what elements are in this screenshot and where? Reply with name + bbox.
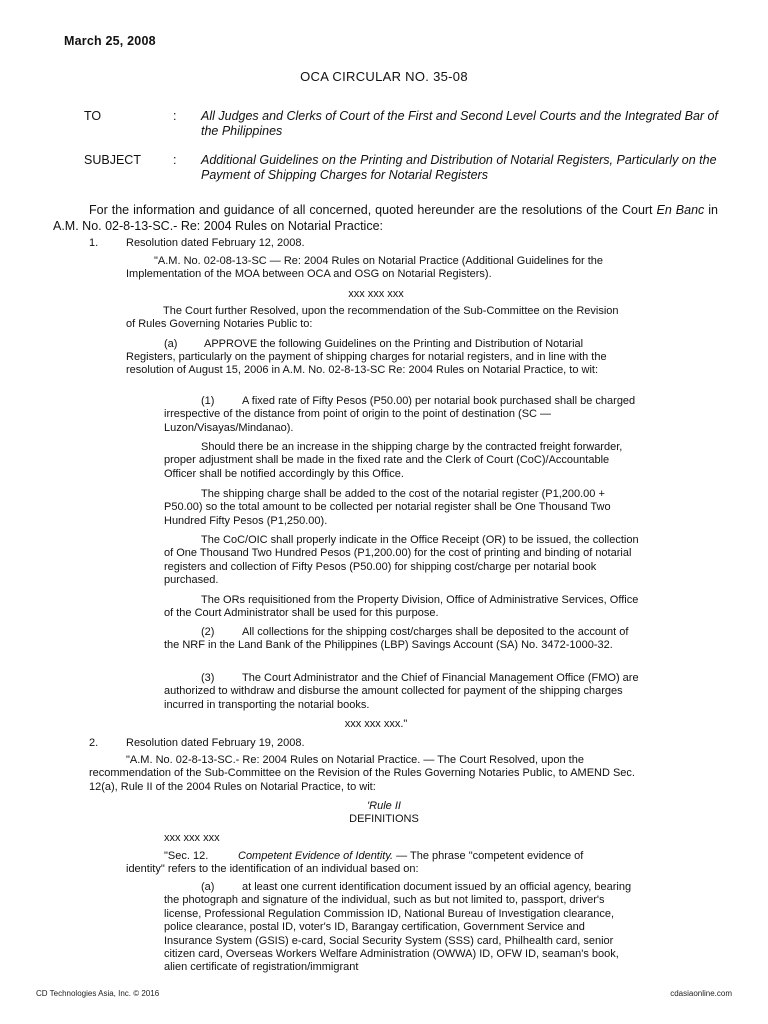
resolution-1-heading: Resolution dated February 12, 2008.: [126, 237, 305, 249]
rule-heading: 'Rule II: [367, 800, 401, 812]
document-date: March 25, 2008: [64, 34, 156, 48]
intro-paragraph: For the information and guidance of all concerned, quoted hereunder are the resolutions of the Court En Banc in A.M. No. 02-8-13-SC.- Re: 2004 Rules on Notarial Practice:: [53, 203, 718, 233]
section-title: Competent Evidence of Identity.: [238, 850, 394, 862]
circular-title: OCA CIRCULAR NO. 35-08: [300, 69, 468, 84]
subject-colon: :: [173, 153, 177, 167]
definition-a-text: at least one current identification document issued by an official agency, bearing the photograph and signature of the individual, such as but not limited to, passport, driver's license, Professional Regulation Commission ID, National Bureau of Investigation clearance, police clearance, postal ID, voter's ID, Barangay certification, Government Service and Insurance System (GSIS) e-card, Social Security System (SSS) card, Philhealth card, senior citizen card, Overseas Workers Welfare Administration (OWWA) ID, OFW ID, seaman's book, alien certificate of registration/immigrant: [164, 881, 632, 974]
ellipsis-marker: xxx xxx xxx: [348, 288, 404, 300]
guideline-1-paragraph-3: The shipping charge shall be added to the cost of the notarial register (P1,200.00 + P50.00) so the total amount to be collected per notarial register shall be One Thousand Two Hundred Fifty Pesos (P1,250.00).: [164, 488, 611, 527]
item-a-first-line: APPROVE the following Guidelines on the Printing and Distribution of Notarial: [204, 338, 584, 350]
further-resolved-paragraph: The Court further Resolved, upon the recommendation of the Sub-Committee on the Revision of Rules Governing Notaries Public to:: [126, 305, 619, 331]
guideline-2-text: All collections for the shipping cost/charges shall be deposited to the account of the NRF in the Land Bank of the Philippines (LBP) Savings Account (SA) No. 3472-1000-32.: [164, 626, 629, 652]
guideline-1-text: A fixed rate of Fifty Pesos (P50.00) per notarial book purchased shall be charged irrespective of the distance from point of origin to the point of destination (SC — Luzon/Visayas/Mindanao).: [164, 395, 636, 434]
resolution-2-number: 2.: [89, 737, 99, 749]
resolution-2-heading: Resolution dated February 19, 2008.: [126, 737, 305, 749]
section-number: "Sec. 12.: [164, 850, 209, 862]
guideline-3-text: The Court Administrator and the Chief of Financial Management Office (FMO) are authorized to withdraw and disburse the amount collected for payment of the shipping charges incurred in transporting the notarial books.: [164, 672, 639, 711]
subject-value: Additional Guidelines on the Printing and Distribution of Notarial Registers, Particularly on the Payment of Shipping Charges for Notarial Registers: [201, 153, 717, 182]
guideline-1-paragraph-5: The ORs requisitioned from the Property Division, Office of Administrative Services, Office of the Court Administrator shall be used for this purpose.: [164, 594, 639, 620]
section-text-line2: identity" refers to the identification of an individual based on:: [126, 863, 419, 875]
definition-a-marker: (a): [201, 881, 215, 893]
guideline-1-paragraph-2: Should there be an increase in the shipping charge by the contracted freight forwarder, proper adjustment shall be made in the fixed rate and the Clerk of Court (CoC)/Accountable Officer shall be notified accordingly by this Office.: [164, 441, 623, 480]
guideline-1-paragraph-4: The CoC/OIC shall properly indicate in the Office Receipt (OR) to be issued, the collection of One Thousand Two Hundred Pesos (P1,200.00) for the cost of printing and binding of notarial registers and collection of Fifty Pesos (P50.00) for shipping cost/charge per notarial book purchased.: [164, 534, 639, 587]
to-value: All Judges and Clerks of Court of the First and Second Level Courts and the Integrated Bar of the Philippines: [201, 109, 718, 138]
item-a-continuation: Registers, particularly on the payment of shipping charges for notarial registers, and in line with the resolution of August 15, 2006 in A.M. No. 02-8-13-SC Re: 2004 Rules on Notarial Practice, to wit:: [126, 351, 607, 377]
resolution-1-number: 1.: [89, 237, 99, 249]
section-heading-line: [238, 850, 583, 863]
to-colon: :: [173, 109, 177, 123]
ellipsis-marker-rule: xxx xxx xxx: [164, 832, 220, 844]
guideline-2-marker: (2): [201, 626, 215, 638]
guideline-3-marker: (3): [201, 672, 215, 684]
item-a-marker: (a): [164, 338, 178, 350]
footer-copyright: CD Technologies Asia, Inc. © 2016: [36, 989, 160, 998]
definitions-heading: DEFINITIONS: [349, 813, 419, 825]
resolution-2-paragraph: "A.M. No. 02-8-13-SC.- Re: 2004 Rules on Notarial Practice. — The Court Resolved, upon the recommendation of the Sub-Committee on the Revision of the Rules Governing Notaries Public, to AMEND Sec. 12(a), Rule II of the 2004 Rules on Notarial Practice, to wit:: [89, 754, 635, 793]
subject-label: SUBJECT: [84, 153, 141, 167]
footer-site[interactable]: cdasiaonline.com: [670, 989, 732, 998]
resolution-1-paragraph: "A.M. No. 02-08-13-SC — Re: 2004 Rules on Notarial Practice (Additional Guidelines for the Implementation of the MOA between OCA and OSG on Notarial Registers).: [126, 255, 604, 281]
guideline-1-marker: (1): [201, 395, 215, 407]
to-label: TO: [84, 109, 102, 123]
section-text-line1: — The phrase "competent evidence of: [393, 850, 584, 862]
ellipsis-marker-close: xxx xxx xxx.": [344, 718, 408, 730]
